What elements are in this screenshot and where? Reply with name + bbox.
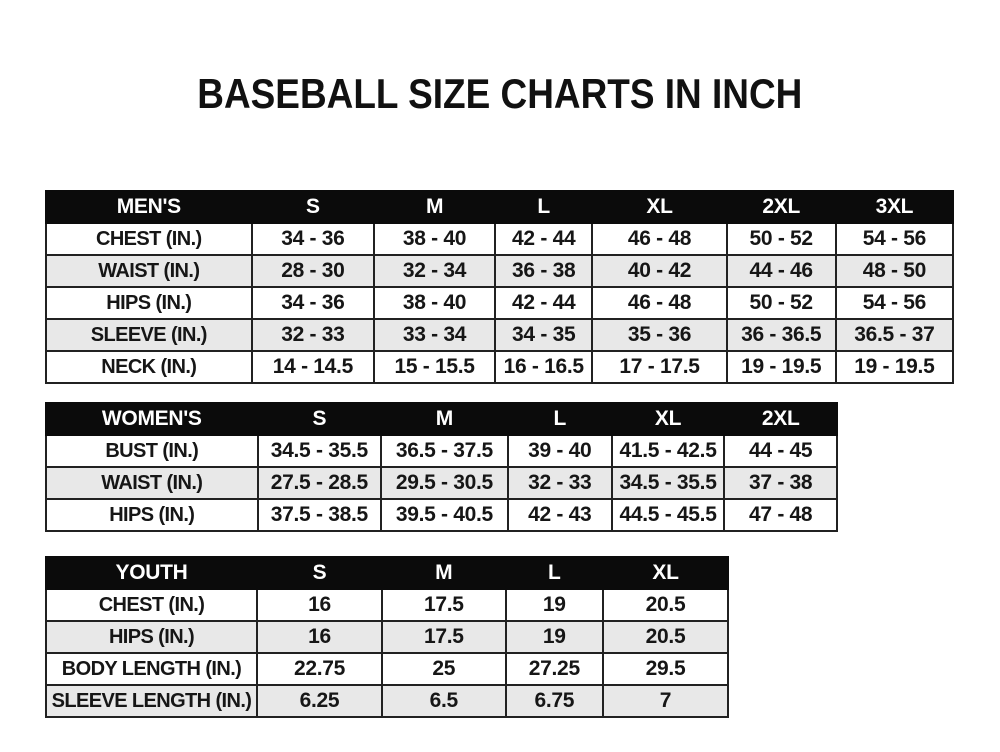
size-value-cell: 44 - 45 [724,435,837,467]
size-value-cell: 46 - 48 [592,223,726,255]
size-value-cell: 34 - 35 [495,319,593,351]
size-value-cell: 36.5 - 37 [836,319,953,351]
size-value-cell: 32 - 33 [508,467,612,499]
size-value-cell: 44.5 - 45.5 [612,499,725,531]
size-value-cell: 44 - 46 [727,255,836,287]
table-title-header: YOUTH [46,557,257,589]
size-value-cell: 15 - 15.5 [374,351,495,383]
size-value-cell: 35 - 36 [592,319,726,351]
size-value-cell: 41.5 - 42.5 [612,435,725,467]
size-value-cell: 6.25 [257,685,382,717]
table-row [46,499,837,531]
measurement-label-cell: HIPS (IN.) [46,499,258,531]
size-column-header: M [374,191,495,223]
size-value-cell: 14 - 14.5 [252,351,375,383]
page-title [0,70,1000,118]
table-title-header: WOMEN'S [46,403,258,435]
size-value-cell: 37 - 38 [724,467,837,499]
size-value-cell: 19 [506,589,603,621]
size-column-header: XL [612,403,725,435]
table-row [46,319,953,351]
size-value-cell: 16 [257,589,382,621]
size-value-cell: 34 - 36 [252,287,375,319]
size-value-cell: 16 - 16.5 [495,351,593,383]
size-column-header: M [382,557,506,589]
size-value-cell: 36 - 36.5 [727,319,836,351]
size-table-womens [45,402,838,532]
size-value-cell: 32 - 34 [374,255,495,287]
size-value-cell: 34 - 36 [252,223,375,255]
measurement-label-cell: CHEST (IN.) [46,589,257,621]
size-value-cell: 54 - 56 [836,287,953,319]
measurement-label-cell: WAIST (IN.) [46,467,258,499]
table-row [46,467,837,499]
size-value-cell: 29.5 [603,653,728,685]
size-value-cell: 32 - 33 [252,319,375,351]
size-value-cell: 17 - 17.5 [592,351,726,383]
size-value-cell: 27.5 - 28.5 [258,467,382,499]
size-value-cell: 36 - 38 [495,255,593,287]
size-value-cell: 22.75 [257,653,382,685]
size-value-cell: 20.5 [603,621,728,653]
size-column-header: XL [592,191,726,223]
size-table-mens [45,190,954,384]
size-value-cell: 38 - 40 [374,287,495,319]
measurement-label-cell: HIPS (IN.) [46,287,252,319]
table-header-row [46,557,728,589]
size-column-header: S [252,191,375,223]
size-value-cell: 42 - 43 [508,499,612,531]
size-value-cell: 28 - 30 [252,255,375,287]
table-header-row [46,191,953,223]
size-value-cell: 34.5 - 35.5 [258,435,382,467]
size-value-cell: 29.5 - 30.5 [381,467,508,499]
size-column-header: 3XL [836,191,953,223]
size-value-cell: 16 [257,621,382,653]
size-value-cell: 19 [506,621,603,653]
size-column-header: S [258,403,382,435]
size-column-header: XL [603,557,728,589]
size-value-cell: 19 - 19.5 [727,351,836,383]
size-value-cell: 17.5 [382,589,506,621]
table-header-row [46,403,837,435]
table-row [46,435,837,467]
size-value-cell: 6.5 [382,685,506,717]
measurement-label-cell: WAIST (IN.) [46,255,252,287]
size-value-cell: 50 - 52 [727,287,836,319]
measurement-label-cell: SLEEVE (IN.) [46,319,252,351]
size-value-cell: 47 - 48 [724,499,837,531]
table-row [46,653,728,685]
size-value-cell: 36.5 - 37.5 [381,435,508,467]
size-column-header: 2XL [727,191,836,223]
size-value-cell: 42 - 44 [495,287,593,319]
table-row [46,685,728,717]
table-row [46,589,728,621]
size-table-youth [45,556,729,718]
measurement-label-cell: BODY LENGTH (IN.) [46,653,257,685]
measurement-label-cell: BUST (IN.) [46,435,258,467]
page-title-text: BASEBALL SIZE CHARTS IN INCH [197,70,803,117]
size-column-header: L [508,403,612,435]
size-value-cell: 54 - 56 [836,223,953,255]
size-value-cell: 46 - 48 [592,287,726,319]
measurement-label-cell: NECK (IN.) [46,351,252,383]
table-title-header: MEN'S [46,191,252,223]
size-value-cell: 40 - 42 [592,255,726,287]
size-value-cell: 20.5 [603,589,728,621]
size-value-cell: 48 - 50 [836,255,953,287]
size-value-cell: 19 - 19.5 [836,351,953,383]
size-column-header: L [495,191,593,223]
table-row [46,223,953,255]
size-value-cell: 38 - 40 [374,223,495,255]
size-column-header: L [506,557,603,589]
size-column-header: S [257,557,382,589]
size-value-cell: 27.25 [506,653,603,685]
table-row [46,287,953,319]
measurement-label-cell: HIPS (IN.) [46,621,257,653]
size-value-cell: 37.5 - 38.5 [258,499,382,531]
size-value-cell: 7 [603,685,728,717]
size-value-cell: 33 - 34 [374,319,495,351]
size-column-header: M [381,403,508,435]
size-value-cell: 34.5 - 35.5 [612,467,725,499]
size-value-cell: 17.5 [382,621,506,653]
table-row [46,255,953,287]
size-value-cell: 39 - 40 [508,435,612,467]
measurement-label-cell: CHEST (IN.) [46,223,252,255]
size-value-cell: 39.5 - 40.5 [381,499,508,531]
size-value-cell: 6.75 [506,685,603,717]
size-value-cell: 50 - 52 [727,223,836,255]
measurement-label-cell: SLEEVE LENGTH (IN.) [46,685,257,717]
table-row [46,351,953,383]
size-column-header: 2XL [724,403,837,435]
size-value-cell: 42 - 44 [495,223,593,255]
size-value-cell: 25 [382,653,506,685]
table-row [46,621,728,653]
